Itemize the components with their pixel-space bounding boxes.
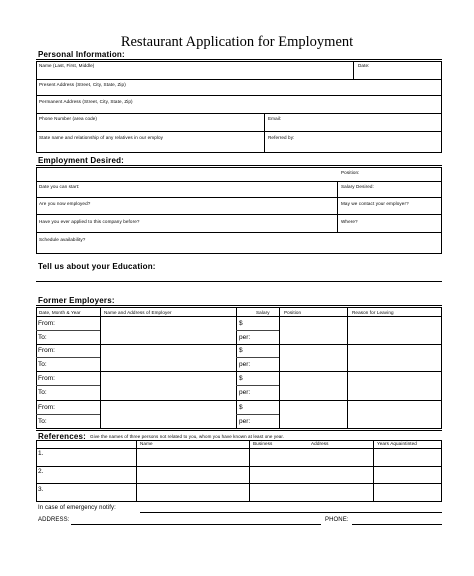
ref-row-number: 1.: [38, 450, 44, 457]
contact-employer-label: May we contact your employer?: [341, 201, 409, 206]
present-address-label: Present Address (Street, City, State, Zip): [39, 82, 126, 87]
ref-name-field[interactable]: [47, 449, 135, 465]
present-address-field[interactable]: [38, 81, 441, 94]
to-label: To:: [38, 389, 47, 396]
employer-field[interactable]: [101, 317, 235, 343]
per-label: per:: [239, 334, 251, 341]
col-reason-header: Reason for Leaving: [352, 310, 394, 315]
to-label: To:: [38, 418, 47, 425]
from-label: From:: [38, 320, 55, 327]
employed-now-field[interactable]: [38, 199, 336, 213]
emergency-phone-field[interactable]: [352, 524, 442, 525]
from-label: From:: [38, 404, 55, 411]
permanent-address-label: Permanent Address (Street, City, State, Zip): [39, 99, 133, 104]
ref-col-address: Address: [311, 441, 329, 446]
position-field[interactable]: [38, 168, 441, 180]
divider: [36, 165, 442, 166]
employment-desired-heading: Employment Desired:: [38, 156, 125, 165]
col-position-header: Position: [284, 310, 302, 315]
relatives-label: State name and relationship of any relatives in our employ: [39, 135, 164, 140]
emergency-contact-field[interactable]: [140, 512, 442, 513]
references-heading: References:: [38, 432, 87, 441]
dollar-label: $: [239, 347, 243, 354]
relatives-field[interactable]: [38, 133, 263, 152]
emergency-address-label: ADDRESS:: [38, 517, 70, 523]
form-title: Restaurant Application for Employment: [120, 34, 354, 50]
referred-by-field[interactable]: [266, 133, 441, 152]
ref-row-number: 2.: [38, 468, 44, 475]
salary-desired-label: Salary Desired:: [341, 184, 374, 189]
divider: [36, 430, 442, 431]
to-label: To:: [38, 361, 47, 368]
per-label: per:: [239, 418, 251, 425]
phone-label: Phone Number (area code): [39, 116, 98, 121]
ref-name-field[interactable]: [47, 484, 135, 501]
ref-col-years: Years Aquaintinted: [377, 441, 417, 446]
employer-field[interactable]: [101, 345, 235, 370]
divider: [36, 305, 442, 306]
salary-desired-field[interactable]: [339, 183, 441, 196]
from-label: From:: [38, 347, 55, 354]
where-field[interactable]: [339, 216, 441, 231]
dollar-label: $: [239, 404, 243, 411]
position-label: Position:: [341, 170, 360, 175]
date-start-label: Date you can start:: [39, 184, 80, 189]
schedule-field[interactable]: [38, 234, 441, 253]
to-label: To:: [38, 334, 47, 341]
emergency-notify-label: In case of emergency notify:: [38, 505, 116, 511]
per-label: per:: [239, 389, 251, 396]
ref-name-field[interactable]: [47, 467, 135, 482]
education-heading: Tell us about your Education:: [38, 262, 156, 271]
date-field[interactable]: [355, 62, 441, 78]
applied-before-label: Have you ever applied to this company before?: [39, 219, 140, 224]
personal-info-heading: Personal Information:: [38, 50, 125, 59]
from-label: From:: [38, 375, 55, 382]
employer-field[interactable]: [101, 401, 235, 428]
emergency-phone-label: PHONE:: [325, 517, 349, 523]
divider: [36, 281, 442, 282]
date-start-field[interactable]: [38, 183, 336, 196]
dollar-label: $: [239, 375, 243, 382]
name-field-label: Name (Last, First, Middle): [39, 63, 95, 68]
col-employer-header: Name and Address of Employer: [104, 310, 172, 315]
permanent-address-field[interactable]: [38, 97, 441, 112]
ref-col-name: Name: [140, 441, 153, 446]
col-salary-header: Salary: [256, 310, 270, 315]
references-instruction: Give the names of three persons not related to you, whom you have known at least one year.: [90, 434, 285, 439]
contact-employer-field[interactable]: [339, 199, 441, 213]
employer-field[interactable]: [101, 372, 235, 399]
date-field-label: Date:: [358, 63, 370, 68]
schedule-label: Schedule availability?: [39, 237, 86, 242]
referred-by-label: Referred by:: [268, 135, 295, 140]
phone-field[interactable]: [38, 115, 263, 130]
email-label: Email:: [268, 116, 282, 121]
ref-row-number: 3.: [38, 486, 44, 493]
ref-col-business: Business: [253, 441, 273, 446]
per-label: per:: [239, 361, 251, 368]
applied-before-field[interactable]: [38, 216, 336, 231]
name-field[interactable]: [38, 62, 352, 78]
emergency-address-field[interactable]: [71, 524, 321, 525]
where-label: Where?: [341, 219, 358, 224]
dollar-label: $: [239, 320, 243, 327]
divider: [36, 59, 442, 60]
email-field[interactable]: [266, 115, 441, 130]
former-employers-heading: Former Employers:: [38, 296, 115, 305]
employed-now-label: Are you now employed?: [39, 201, 91, 206]
col-date-header: Date, Month & Year: [39, 310, 81, 315]
